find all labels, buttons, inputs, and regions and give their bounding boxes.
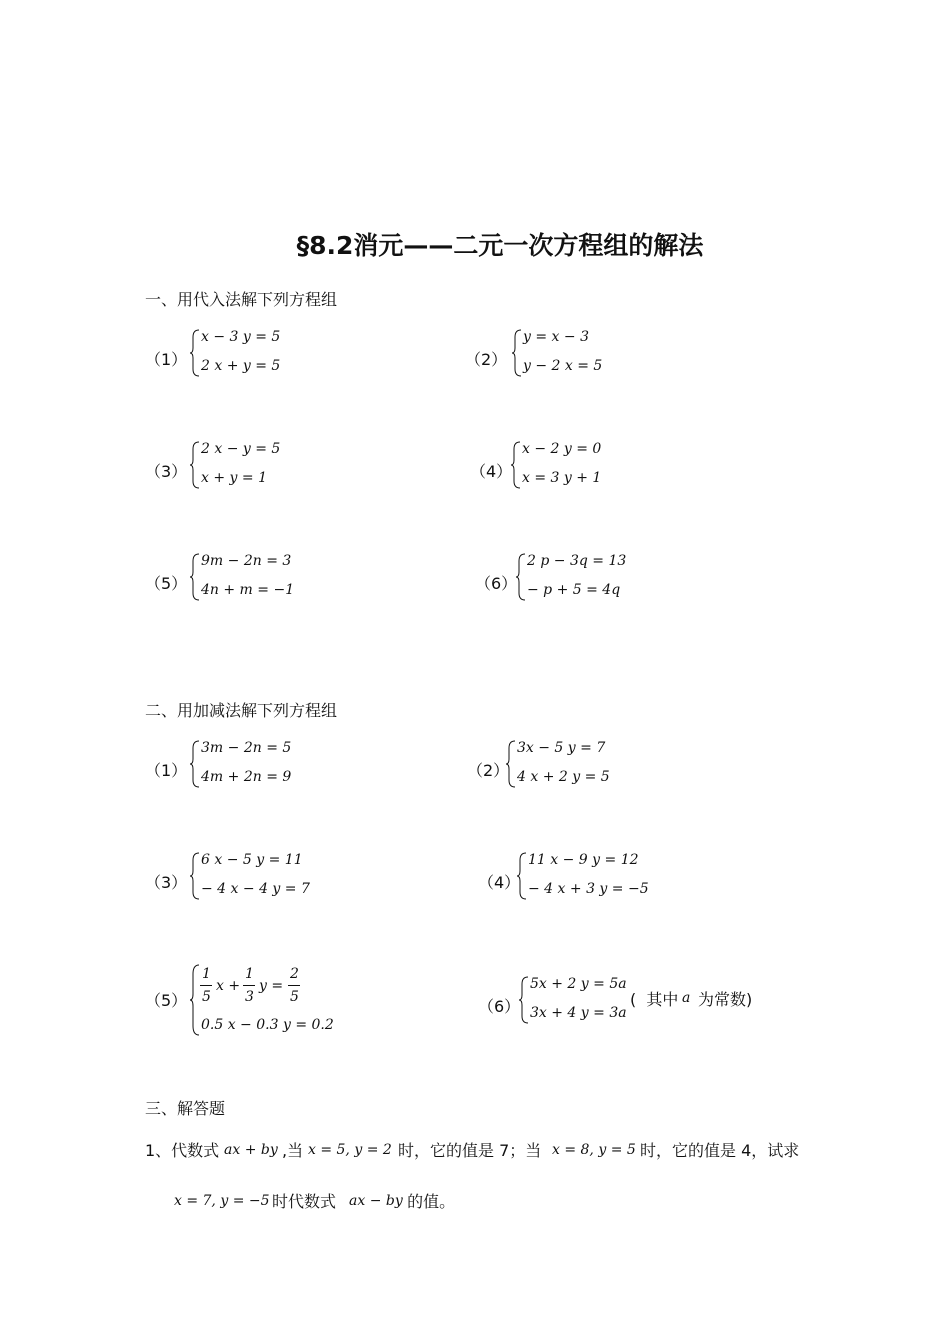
problem-number: （4） xyxy=(478,873,521,892)
left-brace-icon xyxy=(189,441,201,489)
q1-text-5: 的值。 xyxy=(402,1192,456,1211)
left-brace-icon xyxy=(189,852,201,900)
equation-2: 3x + 4 y = 3a xyxy=(530,1005,627,1021)
equation-2: − 4 x − 4 y = 7 xyxy=(201,881,310,897)
q1-text-1: ,当 xyxy=(282,1141,304,1160)
fraction-3-denominator: 5 xyxy=(290,989,299,1005)
q1-text-3: 时，它的值是 4，试求 xyxy=(640,1141,800,1160)
variable-x-term: x + xyxy=(216,978,241,994)
problem-number: （1） xyxy=(145,350,188,369)
left-brace-icon xyxy=(518,976,530,1024)
left-brace-icon xyxy=(510,441,522,489)
problem-number: （5） xyxy=(145,574,188,593)
fraction-bar xyxy=(243,985,255,986)
equation-1: 2 x − y = 5 xyxy=(201,441,281,457)
page-title: §8.2消元——二元一次方程组的解法 xyxy=(296,231,704,260)
equation-1: 5x + 2 y = 5a xyxy=(530,976,627,992)
equation-2: x = 3 y + 1 xyxy=(522,470,602,486)
equation-1: x − 3 y = 5 xyxy=(201,329,281,345)
fraction-2-numerator: 1 xyxy=(245,966,254,982)
section-2-heading: 二、用加减法解下列方程组 xyxy=(145,701,338,720)
fraction-1-denominator: 5 xyxy=(202,989,211,1005)
left-brace-icon xyxy=(189,329,201,377)
q1-condition-1: x = 5, y = 2 xyxy=(308,1142,392,1158)
problem-number: （3） xyxy=(145,873,188,892)
note-close: 为常数) xyxy=(698,990,753,1009)
equation-1: y = x − 3 xyxy=(523,329,589,345)
left-brace-icon xyxy=(511,329,523,377)
problem-number: （3） xyxy=(145,462,188,481)
q1-condition-2: x = 8, y = 5 xyxy=(552,1142,636,1158)
equation-2: 2 x + y = 5 xyxy=(201,358,281,374)
q1-expression-1: ax + by xyxy=(224,1142,278,1158)
equation-2: 4m + 2n = 9 xyxy=(201,769,292,785)
q1-text-2: 时，它的值是 7；当 xyxy=(398,1141,542,1160)
variable-y-term: y = xyxy=(259,978,284,994)
equation-2: x + y = 1 xyxy=(201,470,267,486)
fraction-2-denominator: 3 xyxy=(245,989,254,1005)
equation-1: 2 p − 3q = 13 xyxy=(527,553,627,569)
equation-2: 4 x + 2 y = 5 xyxy=(517,769,610,785)
equation-1: 9m − 2n = 3 xyxy=(201,553,292,569)
problem-number: （6） xyxy=(478,997,521,1016)
equation-2: − 4 x + 3 y = −5 xyxy=(528,881,649,897)
equation-1: x − 2 y = 0 xyxy=(522,441,602,457)
q1-expression-2: ax − by xyxy=(349,1193,403,1209)
q1-prefix: 1、代数式 xyxy=(145,1141,220,1160)
note-variable: a xyxy=(682,990,691,1006)
fraction-1-numerator: 1 xyxy=(202,966,211,982)
left-brace-icon xyxy=(505,740,517,788)
equation-2: 4n + m = −1 xyxy=(201,582,295,598)
left-brace-icon xyxy=(516,852,528,900)
q1-condition-3: x = 7, y = −5 xyxy=(174,1193,270,1209)
problem-number: （4） xyxy=(470,462,513,481)
left-brace-icon xyxy=(189,740,201,788)
section-3-heading: 三、解答题 xyxy=(145,1099,226,1118)
problem-number: （2） xyxy=(467,761,510,780)
equation-1: 3m − 2n = 5 xyxy=(201,740,292,756)
problem-number: （1） xyxy=(145,761,188,780)
problem-number: （2） xyxy=(465,350,508,369)
equation-2: − p + 5 = 4q xyxy=(527,582,621,598)
equation-1: 11 x − 9 y = 12 xyxy=(528,852,639,868)
equation-1: 6 x − 5 y = 11 xyxy=(201,852,303,868)
equation-2: 0.5 x − 0.3 y = 0.2 xyxy=(201,1017,334,1033)
fraction-3-numerator: 2 xyxy=(290,966,299,982)
left-brace-icon xyxy=(189,553,201,601)
section-1-heading: 一、用代入法解下列方程组 xyxy=(145,290,338,309)
equation-1: 3x − 5 y = 7 xyxy=(517,740,606,756)
note-open: ( 其中 xyxy=(630,990,679,1009)
fraction-bar xyxy=(288,985,300,986)
left-brace-icon xyxy=(189,964,201,1036)
equation-2: y − 2 x = 5 xyxy=(523,358,603,374)
problem-number: （6） xyxy=(475,574,518,593)
fraction-bar xyxy=(200,985,212,986)
problem-number: （5） xyxy=(145,991,188,1010)
q1-text-4: 时代数式 xyxy=(272,1192,337,1211)
left-brace-icon xyxy=(515,553,527,601)
